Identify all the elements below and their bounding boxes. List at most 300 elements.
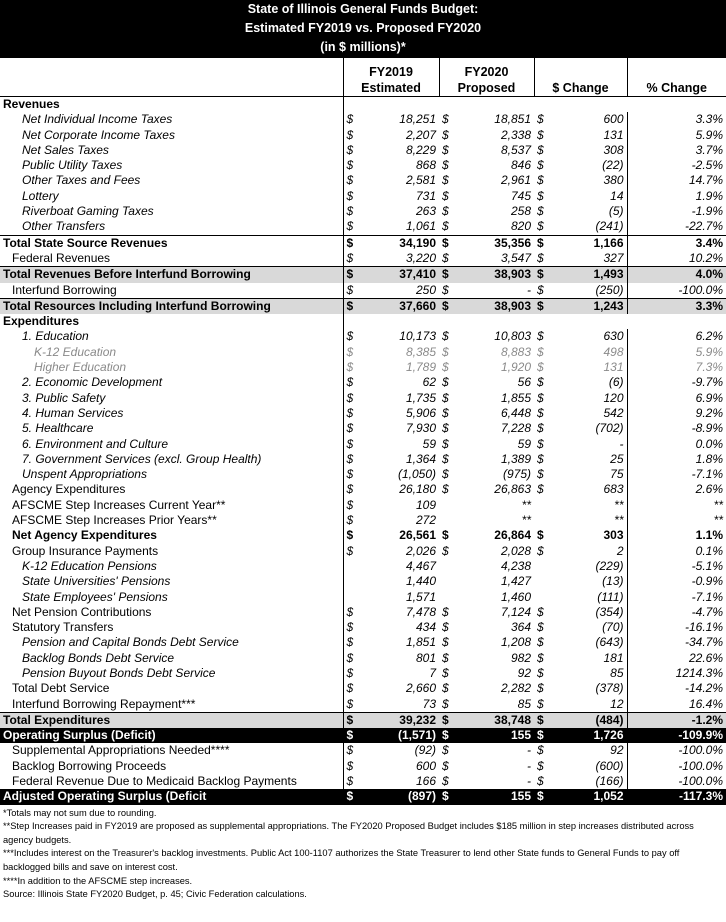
- percent-change-value: 1.9%: [627, 189, 726, 204]
- fy2020-value: 3,547: [500, 250, 531, 265]
- table-row: [0, 421, 726, 436]
- fy2019-dollar-sign: $: [343, 158, 359, 173]
- fy2020-value: 7,124: [500, 604, 531, 619]
- percent-change-value: -7.1%: [627, 467, 726, 482]
- change-dollar-sign: $: [534, 789, 550, 804]
- fy2020-value: 364: [510, 620, 531, 635]
- change-dollar-sign: $: [537, 467, 544, 482]
- row-label: Net Pension Contributions: [12, 604, 152, 619]
- table-row: [0, 235, 726, 251]
- fy2019-value: 2,660: [405, 681, 436, 696]
- fy2019-value: 3,220: [405, 250, 436, 265]
- row-label: Federal Revenue Due to Medicaid Backlog Payments: [12, 774, 297, 789]
- fy2019-dollar-sign: $: [343, 391, 359, 406]
- fy2020-dollar-sign: $: [442, 173, 449, 188]
- fy2020-value: 1,460: [500, 589, 531, 604]
- percent-change-value: 4.0%: [627, 267, 726, 283]
- fy2020-dollar-sign: $: [442, 436, 449, 451]
- fy2020-dollar-sign: [439, 590, 455, 605]
- fy2020-dollar-sign: $: [442, 421, 449, 436]
- fy2019-value: 34,190: [359, 235, 439, 251]
- fy2019-value: 1,571: [405, 589, 436, 604]
- fy2020-dollar-sign: $: [442, 344, 449, 359]
- fy2019-value: 272: [415, 513, 436, 528]
- dollar-change-value: (241): [595, 219, 624, 234]
- fy2020-value: 35,356: [455, 235, 534, 251]
- row-label: State Universities' Pensions: [22, 574, 171, 589]
- percent-change-value: 3.4%: [627, 235, 726, 251]
- row-label: Total Expenditures: [0, 712, 343, 728]
- table-row: [0, 759, 726, 774]
- fy2020-value: 846: [510, 158, 531, 173]
- change-dollar-sign: $: [537, 219, 544, 234]
- fy2019-dollar-sign: $: [343, 774, 359, 789]
- fy2020-dollar-sign: $: [442, 204, 449, 219]
- dollar-change-value: (484): [550, 712, 627, 728]
- fy2020-value: 982: [510, 650, 531, 665]
- table-row: [0, 574, 726, 589]
- fy2019-dollar-sign: $: [343, 728, 359, 743]
- change-dollar-sign: $: [537, 543, 544, 558]
- change-dollar-sign: $: [537, 127, 544, 142]
- dollar-change-value: 308: [603, 142, 624, 157]
- fy2020-value: 92: [517, 665, 531, 680]
- fy2020-dollar-sign: $: [442, 158, 449, 173]
- fy2020-value: 59: [517, 436, 531, 451]
- fy2019-value: 1,061: [405, 219, 436, 234]
- change-dollar-sign: $: [537, 528, 544, 543]
- table-row: [0, 267, 726, 283]
- dollar-change-value: (229): [595, 558, 624, 573]
- change-dollar-sign: $: [537, 390, 544, 405]
- dollar-change-value: (13): [602, 574, 624, 589]
- footnote: *Totals may not sum due to rounding.: [3, 807, 157, 818]
- fy2020-value: 7,228: [500, 421, 531, 436]
- table-row: [0, 544, 726, 559]
- dollar-change-value: 181: [603, 650, 624, 665]
- dollar-change-value: 1,052: [550, 789, 627, 804]
- fy2020-value: 1,855: [500, 390, 531, 405]
- fy2020-dollar-sign: $: [442, 127, 449, 142]
- fy2020-dollar-sign: $: [442, 482, 449, 497]
- percent-change-value: 1.8%: [627, 452, 726, 467]
- change-dollar-sign: [534, 559, 550, 574]
- fy2019-value: 263: [415, 204, 436, 219]
- title-line-1: State of Illinois General Funds Budget:: [247, 2, 479, 16]
- fy2020-dollar-sign: $: [439, 712, 455, 728]
- fy2020-dollar-sign: [439, 513, 455, 528]
- row-label: Interfund Borrowing Repayment***: [12, 696, 196, 711]
- fy2020-value: 745: [510, 188, 531, 203]
- fy2019-dollar-sign: $: [343, 421, 359, 436]
- percent-change-value: -2.5%: [627, 158, 726, 173]
- dollar-change-value: (70): [602, 620, 624, 635]
- dollar-change-value: (5): [608, 204, 624, 219]
- change-dollar-sign: $: [537, 436, 544, 451]
- budget-table: [0, 58, 726, 805]
- fy2019-dollar-sign: $: [343, 452, 359, 467]
- fy2020-dollar-sign: $: [442, 528, 449, 543]
- percent-change-value: -5.1%: [627, 559, 726, 574]
- fy2019-dollar-sign: $: [343, 112, 359, 127]
- row-label: K-12 Education: [34, 344, 117, 359]
- col-header-label: [0, 58, 343, 97]
- fy2020-dollar-sign: [439, 559, 455, 574]
- fy2020-dollar-sign: $: [439, 789, 455, 804]
- fy2020-dollar-sign: $: [439, 728, 455, 743]
- change-dollar-sign: $: [537, 375, 544, 390]
- row-label: Adjusted Operating Surplus (Deficit: [0, 789, 343, 804]
- fy2019-value: 37,410: [359, 267, 439, 283]
- fy2020-value: 4,238: [500, 558, 531, 573]
- row-label: 4. Human Services: [22, 405, 124, 420]
- fy2019-dollar-sign: $: [343, 267, 359, 283]
- table-row: [0, 743, 726, 758]
- percent-change-value: -16.1%: [627, 620, 726, 635]
- table-row: [0, 173, 726, 188]
- change-dollar-sign: $: [534, 712, 550, 728]
- change-dollar-sign: $: [537, 774, 544, 789]
- row-label: Lottery: [22, 188, 59, 203]
- percent-change-value: **: [627, 513, 726, 528]
- percent-change-value: -8.9%: [627, 421, 726, 436]
- dollar-change-value: 1,166: [550, 235, 627, 251]
- fy2020-dollar-sign: [439, 574, 455, 589]
- table-row: [0, 251, 726, 267]
- fy2019-dollar-sign: $: [343, 204, 359, 219]
- fy2019-value: 1,440: [405, 574, 436, 589]
- row-label: 6. Environment and Culture: [22, 436, 169, 451]
- change-dollar-sign: $: [537, 360, 544, 375]
- dollar-change-value: 498: [603, 344, 624, 359]
- fy2020-dollar-sign: $: [442, 620, 449, 635]
- table-row: [0, 128, 726, 143]
- row-label: Total Revenues Before Interfund Borrowing: [0, 267, 343, 283]
- fy2019-dollar-sign: [343, 590, 359, 605]
- fy2020-value: 258: [510, 204, 531, 219]
- percent-change-value: -22.7%: [627, 219, 726, 235]
- fy2019-value: 250: [415, 282, 436, 297]
- fy2019-dollar-sign: $: [343, 345, 359, 360]
- change-dollar-sign: $: [537, 344, 544, 359]
- table-row: [0, 97, 726, 113]
- row-label: Interfund Borrowing: [12, 282, 117, 297]
- row-label: Total State Source Revenues: [0, 235, 343, 251]
- table-row: [0, 375, 726, 390]
- change-dollar-sign: $: [537, 696, 544, 711]
- row-label: Net Individual Income Taxes: [22, 112, 173, 127]
- table-row: [0, 329, 726, 344]
- table-row: [0, 774, 726, 789]
- dollar-change-value: 1,493: [550, 267, 627, 283]
- dollar-change-value: 683: [603, 482, 624, 497]
- row-label: State Employees' Pensions: [22, 589, 168, 604]
- fy2019-dollar-sign: $: [343, 605, 359, 620]
- percent-change-value: 6.2%: [627, 329, 726, 344]
- fy2019-dollar-sign: $: [343, 235, 359, 251]
- fy2019-dollar-sign: $: [343, 712, 359, 728]
- change-dollar-sign: $: [537, 112, 544, 127]
- row-label: Total Resources Including Interfund Borrowing: [0, 298, 343, 314]
- fy2019-dollar-sign: $: [343, 128, 359, 143]
- dollar-change-value: 25: [610, 451, 624, 466]
- fy2019-dollar-sign: $: [343, 329, 359, 344]
- fy2019-value: 2,207: [405, 127, 436, 142]
- fy2019-value: 1,789: [405, 360, 436, 375]
- footnote: Source: Illinois State FY2020 Budget, p. 45; Civic Federation calculations.: [3, 889, 307, 900]
- fy2019-value: 109: [415, 497, 436, 512]
- fy2020-value: -: [527, 774, 531, 789]
- fy2020-dollar-sign: [439, 498, 455, 513]
- change-dollar-sign: $: [537, 188, 544, 203]
- fy2020-value: 1,920: [500, 360, 531, 375]
- fy2020-value: -: [527, 758, 531, 773]
- col-header-fy2020: FY2020 Proposed: [439, 58, 534, 97]
- fy2019-value: 2,026: [405, 543, 436, 558]
- table-row: [0, 620, 726, 635]
- fy2019-value: 26,180: [399, 482, 436, 497]
- fy2019-dollar-sign: $: [343, 635, 359, 650]
- footnote: ****In addition to the AFSCME step increases.: [3, 875, 193, 886]
- table-row: [0, 204, 726, 219]
- dollar-change-value: (166): [595, 774, 624, 789]
- row-label: Group Insurance Payments: [12, 543, 159, 558]
- change-dollar-sign: $: [537, 620, 544, 635]
- table-row: [0, 789, 726, 804]
- dollar-change-value: **: [614, 513, 624, 528]
- dollar-change-value: 2: [616, 543, 624, 558]
- fy2019-value: 26,561: [399, 528, 436, 543]
- row-label: 1. Education: [22, 329, 89, 344]
- table-row: [0, 189, 726, 204]
- fy2019-value: 1,364: [405, 451, 436, 466]
- table-row: [0, 298, 726, 314]
- fy2019-value: 62: [422, 375, 436, 390]
- table-row: [0, 590, 726, 605]
- percent-change-value: -34.7%: [627, 635, 726, 650]
- fy2020-dollar-sign: $: [442, 743, 449, 758]
- row-label: Agency Expenditures: [12, 482, 126, 497]
- table-row: [0, 712, 726, 728]
- dollar-change-value: 1,726: [550, 728, 627, 743]
- row-label: Net Corporate Income Taxes: [22, 127, 175, 142]
- percent-change-value: 10.2%: [627, 251, 726, 267]
- row-label: AFSCME Step Increases Current Year**: [12, 497, 226, 512]
- fy2019-dollar-sign: $: [343, 743, 359, 758]
- dollar-change-value: 542: [603, 405, 624, 420]
- dollar-change-value: 131: [603, 127, 624, 142]
- fy2019-dollar-sign: $: [343, 406, 359, 421]
- fy2020-value: 2,338: [500, 127, 531, 142]
- fy2019-dollar-sign: $: [343, 498, 359, 513]
- fy2020-dollar-sign: $: [442, 219, 449, 234]
- fy2019-dollar-sign: $: [343, 189, 359, 204]
- fy2019-value: 7,478: [405, 604, 436, 619]
- table-row: [0, 437, 726, 452]
- percent-change-value: -4.7%: [627, 605, 726, 620]
- table-row: [0, 314, 726, 329]
- fy2019-value: (1,571): [359, 728, 439, 743]
- section-filler: [343, 97, 726, 113]
- percent-change-value: 6.9%: [627, 391, 726, 406]
- table-title: [0, 0, 726, 58]
- row-label: 2. Economic Development: [22, 375, 163, 390]
- change-dollar-sign: [534, 574, 550, 589]
- row-label: 3. Public Safety: [22, 390, 106, 405]
- table-row: [0, 498, 726, 513]
- fy2019-value: 37,660: [359, 298, 439, 314]
- row-label: Revenues: [3, 97, 60, 111]
- fy2020-dollar-sign: $: [442, 650, 449, 665]
- fy2019-dollar-sign: $: [343, 360, 359, 375]
- table-row: [0, 605, 726, 620]
- row-label: Pension and Capital Bonds Debt Service: [22, 635, 239, 650]
- row-label: Other Transfers: [22, 219, 106, 234]
- fy2019-value: 434: [415, 620, 436, 635]
- row-label: Pension Buyout Bonds Debt Service: [22, 665, 216, 680]
- title-line-3: (in $ millions)*: [320, 40, 406, 54]
- row-label: Riverboat Gaming Taxes: [22, 204, 154, 219]
- percent-change-value: -109.9%: [627, 728, 726, 743]
- change-dollar-sign: $: [537, 329, 544, 344]
- fy2020-dollar-sign: $: [442, 681, 449, 696]
- fy2020-value: **: [521, 513, 531, 528]
- table-row: [0, 482, 726, 497]
- dollar-change-value: 303: [603, 528, 624, 543]
- table-row: [0, 467, 726, 482]
- change-dollar-sign: $: [537, 758, 544, 773]
- fy2019-value: 801: [415, 650, 436, 665]
- fy2019-dollar-sign: $: [343, 651, 359, 666]
- table-row: [0, 697, 726, 713]
- dollar-change-value: (378): [595, 681, 624, 696]
- fy2020-dollar-sign: $: [442, 604, 449, 619]
- table-row: [0, 345, 726, 360]
- fy2020-value: 2,961: [500, 173, 531, 188]
- fy2019-value: (1,050): [397, 467, 436, 482]
- change-dollar-sign: $: [537, 421, 544, 436]
- fy2019-dollar-sign: [343, 574, 359, 589]
- dollar-change-value: 131: [603, 360, 624, 375]
- fy2019-value: 2,581: [405, 173, 436, 188]
- row-label: Higher Education: [34, 360, 127, 375]
- fy2020-value: 8,537: [500, 142, 531, 157]
- fy2019-dollar-sign: $: [343, 697, 359, 713]
- change-dollar-sign: $: [537, 451, 544, 466]
- dollar-change-value: (702): [595, 421, 624, 436]
- percent-change-value: -100.0%: [627, 774, 726, 789]
- percent-change-value: 5.9%: [627, 128, 726, 143]
- table-row: [0, 391, 726, 406]
- change-dollar-sign: $: [537, 142, 544, 157]
- row-label: Other Taxes and Fees: [22, 173, 141, 188]
- section-filler: [343, 314, 726, 329]
- row-label: K-12 Education Pensions: [22, 558, 157, 573]
- row-label: Statutory Transfers: [12, 620, 114, 635]
- change-dollar-sign: $: [537, 743, 544, 758]
- change-dollar-sign: $: [537, 681, 544, 696]
- table-row: [0, 360, 726, 375]
- row-label: Total Debt Service: [12, 681, 110, 696]
- fy2020-value: 10,803: [494, 329, 531, 344]
- dollar-change-value: 85: [610, 665, 624, 680]
- column-header-row: [0, 58, 726, 97]
- row-label: Public Utility Taxes: [22, 158, 123, 173]
- fy2019-dollar-sign: $: [343, 666, 359, 681]
- fy2019-value: 73: [422, 696, 436, 711]
- fy2020-value: 1,427: [500, 574, 531, 589]
- change-dollar-sign: $: [537, 282, 544, 297]
- percent-change-value: -9.7%: [627, 375, 726, 390]
- fy2020-value: 85: [517, 696, 531, 711]
- table-row: [0, 406, 726, 421]
- table-row: [0, 283, 726, 299]
- fy2019-dollar-sign: $: [343, 681, 359, 696]
- percent-change-value: 3.3%: [627, 112, 726, 127]
- fy2020-value: 2,028: [500, 543, 531, 558]
- percent-change-value: -0.9%: [627, 574, 726, 589]
- fy2020-value: -: [527, 282, 531, 297]
- fy2019-value: 8,229: [405, 142, 436, 157]
- change-dollar-sign: $: [534, 298, 550, 314]
- table-row: [0, 219, 726, 235]
- fy2019-dollar-sign: $: [343, 620, 359, 635]
- row-label: Backlog Borrowing Proceeds: [12, 758, 167, 773]
- fy2020-dollar-sign: $: [442, 774, 449, 789]
- fy2020-value: 155: [455, 789, 534, 804]
- fy2019-dollar-sign: $: [343, 482, 359, 497]
- fy2019-dollar-sign: $: [343, 513, 359, 528]
- percent-change-value: 5.9%: [627, 345, 726, 360]
- percent-change-value: -100.0%: [627, 283, 726, 299]
- dollar-change-value: 327: [603, 250, 624, 265]
- fy2020-value: 38,748: [455, 712, 534, 728]
- change-dollar-sign: $: [537, 665, 544, 680]
- fy2020-value: 2,282: [500, 681, 531, 696]
- fy2019-dollar-sign: $: [343, 528, 359, 543]
- change-dollar-sign: $: [537, 405, 544, 420]
- dollar-change-value: 92: [610, 743, 624, 758]
- fy2020-value: 1,389: [500, 451, 531, 466]
- fy2019-value: 5,906: [405, 405, 436, 420]
- dollar-change-value: 380: [603, 173, 624, 188]
- percent-change-value: -1.9%: [627, 204, 726, 219]
- fy2019-dollar-sign: $: [343, 298, 359, 314]
- table-row: [0, 158, 726, 173]
- dollar-change-value: (600): [595, 758, 624, 773]
- fy2020-dollar-sign: $: [442, 375, 449, 390]
- dollar-change-value: (354): [595, 604, 624, 619]
- table-row: [0, 559, 726, 574]
- dollar-change-value: 12: [610, 696, 624, 711]
- fy2019-value: 7: [429, 665, 436, 680]
- row-label: Federal Revenues: [12, 250, 111, 265]
- fy2020-value: 1,208: [500, 635, 531, 650]
- dollar-change-value: (250): [595, 282, 624, 297]
- table-row: [0, 728, 726, 743]
- fy2020-value: 6,448: [500, 405, 531, 420]
- dollar-change-value: 600: [603, 112, 624, 127]
- fy2019-value: 18,251: [399, 112, 436, 127]
- row-label: Unspent Appropriations: [22, 467, 147, 482]
- row-label: Operating Surplus (Deficit): [0, 728, 343, 743]
- percent-change-value: -100.0%: [627, 759, 726, 774]
- dollar-change-value: -: [619, 436, 624, 451]
- fy2020-dollar-sign: $: [442, 282, 449, 297]
- table-row: [0, 681, 726, 696]
- fy2020-value: 26,863: [494, 482, 531, 497]
- row-label: Supplemental Appropriations Needed****: [12, 743, 230, 758]
